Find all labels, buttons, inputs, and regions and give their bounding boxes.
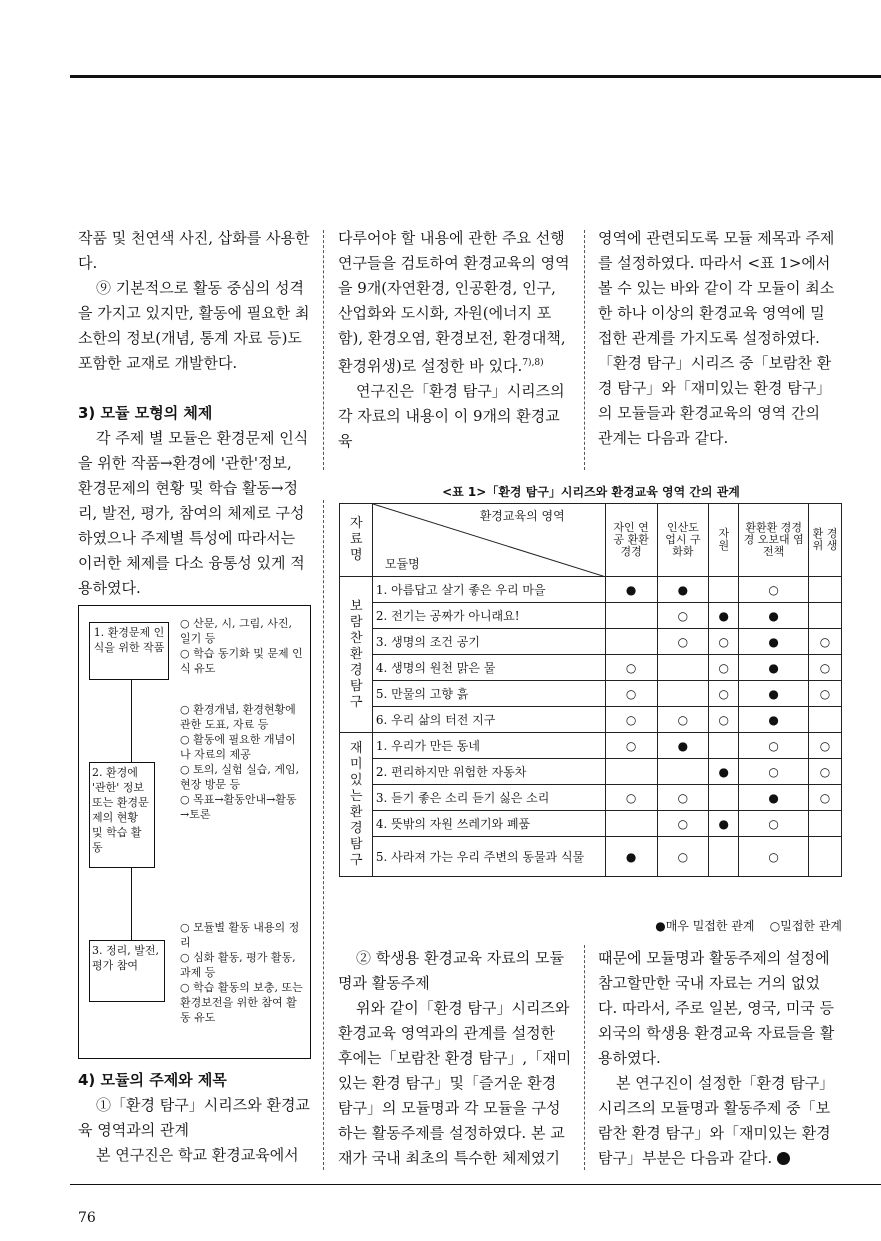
relation-mark: ● — [739, 707, 809, 733]
module-title: 4. 뜻밖의 자원 쓰레기와 폐품 — [372, 811, 605, 837]
relation-mark: ○ — [709, 655, 739, 681]
relation-mark: ○ — [709, 629, 739, 655]
section-heading: 4) 모듈의 주제와 제목 — [78, 1071, 227, 1089]
stage-description: ○ 산문, 시, 그림, 사진, 일기 등 ○ 학습 동기화 및 문제 인식 유도 — [180, 617, 303, 675]
group-label: 보람찬 환경 탐구 — [349, 598, 363, 710]
stage-box: 3. 정리, 발전, 평가 참여 — [89, 940, 165, 1002]
module-title: 3. 생명의 조건 공기 — [372, 629, 605, 655]
relation-mark: ○ — [809, 655, 842, 681]
relation-mark — [809, 577, 842, 603]
relation-mark — [709, 733, 739, 759]
relation-mark — [657, 759, 709, 785]
stage-description: ○ 환경개념, 환경현황에 관한 도표, 자료 등 ○ 활동에 필요한 개념이나 자료의 제공 ○ 토의, 실험 실습, 게임, 현장 방문 등 ○ 목표→활동안내→활동→토론 — [180, 703, 300, 821]
relation-mark: ● — [657, 577, 709, 603]
relation-mark — [657, 655, 709, 681]
paragraph: 영역에 관련되도록 모듈 제목과 주제를 설정하였다. 따라서 <표 1>에서 볼 수 있는 바와 같이 각 모듈이 최소한 하나 이상의 환경교육 영역에 밀접한 관계를 가지도록 설정하였다.「환경 탐구」시리즈 중「보람찬 환경 탐구」와「재미있는 환경 탐구」의 모듈들과 환경교육의 영역 간의 관계는 다음과 같다. — [598, 229, 835, 447]
relation-mark: ○ — [605, 655, 657, 681]
relation-mark: ○ — [809, 733, 842, 759]
group-label: 재미있는 환경 탐구 — [349, 740, 363, 868]
relation-mark — [605, 603, 657, 629]
paragraph: 때문에 모듈명과 활동주제의 설정에 참고할만한 국내 자료는 거의 없었다. 따라서, 주로 일본, 영국, 미국 등 외국의 학생용 환경교육 자료들을 활용하였다. — [598, 949, 835, 1067]
paragraph: ② 학생용 환경교육 자료의 모듈명과 활동주제 — [338, 949, 564, 992]
relation-mark: ○ — [657, 837, 709, 877]
relation-mark: ● — [709, 603, 739, 629]
relation-table — [339, 503, 842, 877]
paragraph — [338, 226, 572, 379]
relation-mark — [605, 629, 657, 655]
row-header-label: 자료명 — [349, 516, 363, 563]
paragraph: 각 주제 별 모듈은 환경문제 인식을 위한 작품→환경에 '관한'정보, 환경문제의 현황 및 학습 활동→정리, 발전, 평가, 참여의 체제로 구성하였으나 주제별 특성에 따라서는 이러한 체제를 다소 융통성 있게 적용하였다. — [78, 429, 309, 597]
paragraph-text: 본 연구진이 설정한「환경 탐구」시리즈의 모듈명과 활동주제 중「보람찬 환경 탐구」와「재미있는 환경 탐구」부분은 다음과 같다. — [598, 1074, 835, 1167]
column-header: 환 경 위 생 — [809, 504, 842, 577]
relation-mark — [605, 759, 657, 785]
end-mark-icon — [777, 1152, 790, 1165]
column-2 — [338, 226, 572, 454]
group-label-cell — [340, 733, 373, 877]
stage-box: 1. 환경문제 인식을 위한 작품 — [89, 622, 169, 680]
column-separator — [584, 230, 585, 470]
relation-mark: ○ — [657, 707, 709, 733]
relation-mark: ● — [739, 681, 809, 707]
relation-mark: ○ — [605, 785, 657, 811]
column-header: 환환환 경경경 오보대 염전책 — [739, 504, 809, 577]
paragraph: 위와 같이「환경 탐구」시리즈와 환경교육 영역과의 관계를 설정한 후에는「보람찬 환경 탐구」,「재미있는 환경 탐구」및「즐거운 환경 탐구」의 모듈명과 각 모듈을 구성하는 활동주제를 설정하였다. 본 교재가 국내 최초의 특수한 체제였기 — [338, 999, 572, 1167]
relation-mark: ○ — [657, 629, 709, 655]
relation-mark: ○ — [739, 759, 809, 785]
module-title: 3. 듣기 좋은 소리 듣기 싫은 소리 — [372, 785, 605, 811]
column-1-bottom — [78, 1068, 310, 1168]
legend-weak: ○밀접한 관계 — [769, 919, 842, 933]
relation-mark: ○ — [739, 577, 809, 603]
relation-mark: ○ — [739, 837, 809, 877]
relation-mark: ○ — [809, 785, 842, 811]
stage-description: ○ 모듈별 활동 내용의 정리 ○ 심화 활동, 평가 활동, 과제 등 ○ 학습 활동의 보충, 또는 환경보전을 위한 참여 활동 유도 — [180, 921, 303, 1024]
relation-mark: ○ — [809, 629, 842, 655]
column-header: 인산도 업시 구화화 — [657, 504, 709, 577]
column-separator — [323, 230, 324, 470]
relation-mark: ○ — [657, 785, 709, 811]
column-header: 자 원 — [709, 504, 739, 577]
relation-mark: ○ — [709, 681, 739, 707]
relation-mark: ○ — [739, 811, 809, 837]
module-title: 1. 우리가 만든 동네 — [372, 733, 605, 759]
module-title: 1. 아름답고 살기 좋은 우리 마을 — [372, 577, 605, 603]
module-title: 6. 우리 삶의 터전 지구 — [372, 707, 605, 733]
bottom-rule — [70, 1184, 881, 1185]
relation-mark: ● — [657, 733, 709, 759]
relation-mark — [709, 837, 739, 877]
module-title: 4. 생명의 원천 맑은 물 — [372, 655, 605, 681]
stage-box: 2. 환경에 '관한' 정보 또는 환경문제의 현황 및 학습 활동 — [89, 762, 155, 868]
paragraph: 연구진은「환경 탐구」시리즈의 각 자료의 내용이 이 9개의 환경교육 — [338, 382, 565, 450]
relation-mark: ● — [605, 577, 657, 603]
relation-mark — [657, 681, 709, 707]
corner-cell — [372, 504, 605, 577]
relation-mark — [809, 811, 842, 837]
paragraph: ⑨ 기본적으로 활동 중심의 성격을 가지고 있지만, 활동에 필요한 최소한의 정보(개념, 통계 자료 등)도 포함한 교재로 개발한다. — [78, 279, 310, 372]
relation-mark: ○ — [657, 603, 709, 629]
paragraph: 본 연구진은 학교 환경교육에서 — [96, 1146, 299, 1164]
module-structure-diagram — [78, 605, 311, 1059]
relation-mark: ○ — [605, 681, 657, 707]
relation-mark: ○ — [709, 707, 739, 733]
relation-mark: ● — [739, 785, 809, 811]
relation-mark: ● — [709, 759, 739, 785]
column-1 — [78, 226, 310, 601]
relation-mark: ● — [739, 629, 809, 655]
paragraph-text: 다루어야 할 내용에 관한 주요 선행 연구들을 검토하여 환경교육의 영역을 9개(자연환경, 인공환경, 인구, 산업화와 도시화, 자원(에너지 포함), 환경오염, 환경보전, 환경대책, 환경위생)로 설정한 바 있다. — [338, 229, 570, 375]
section-heading: 3) 모듈 모형의 체제 — [78, 404, 213, 422]
relation-mark — [709, 577, 739, 603]
column-3 — [598, 226, 838, 451]
relation-mark — [809, 837, 842, 877]
relation-mark — [709, 785, 739, 811]
corner-top-label: 환경교육의 영역 — [479, 509, 565, 523]
module-title: 2. 편리하지만 위험한 자동차 — [372, 759, 605, 785]
legend-strong: ●매우 밀접한 관계 — [655, 919, 755, 933]
page-number: 76 — [78, 1210, 96, 1226]
relation-mark: ○ — [809, 681, 842, 707]
table-caption: <표 1>「환경 탐구」시리즈와 환경교육 영역 간의 관계 — [442, 485, 740, 499]
paragraph — [598, 1071, 838, 1171]
relation-mark: ○ — [739, 733, 809, 759]
column-2-bottom — [338, 946, 572, 1171]
group-label-cell — [340, 577, 373, 733]
relation-mark — [809, 603, 842, 629]
column-3-bottom — [598, 946, 838, 1171]
relation-mark — [809, 707, 842, 733]
module-title: 5. 사라져 가는 우리 주변의 동물과 식물 — [372, 837, 605, 877]
column-separator — [584, 945, 585, 1170]
relation-mark: ● — [709, 811, 739, 837]
relation-mark: ○ — [605, 707, 657, 733]
relation-mark: ○ — [605, 733, 657, 759]
relation-mark: ● — [739, 655, 809, 681]
paragraph: 작품 및 천연색 사진, 삽화를 사용한다. — [78, 229, 310, 272]
flow-arrow-line — [131, 674, 132, 762]
row-header-cell — [340, 504, 373, 577]
relation-mark: ○ — [657, 811, 709, 837]
top-rule — [70, 75, 881, 78]
corner-bottom-label: 모듈명 — [384, 557, 420, 571]
relation-mark — [605, 811, 657, 837]
module-title: 2. 전기는 공짜가 아니래요! — [372, 603, 605, 629]
column-separator — [323, 500, 324, 1170]
relation-mark: ● — [739, 603, 809, 629]
reference-mark: 7),8) — [522, 358, 544, 368]
flow-arrow-line — [131, 868, 132, 940]
paragraph: ①「환경 탐구」시리즈와 환경교육 영역과의 관계 — [78, 1096, 310, 1139]
relation-mark: ● — [605, 837, 657, 877]
column-header: 자인 연공 환환 경경 — [605, 504, 657, 577]
module-title: 5. 만물의 고향 흙 — [372, 681, 605, 707]
table-legend — [570, 917, 842, 934]
relation-mark: ○ — [809, 759, 842, 785]
